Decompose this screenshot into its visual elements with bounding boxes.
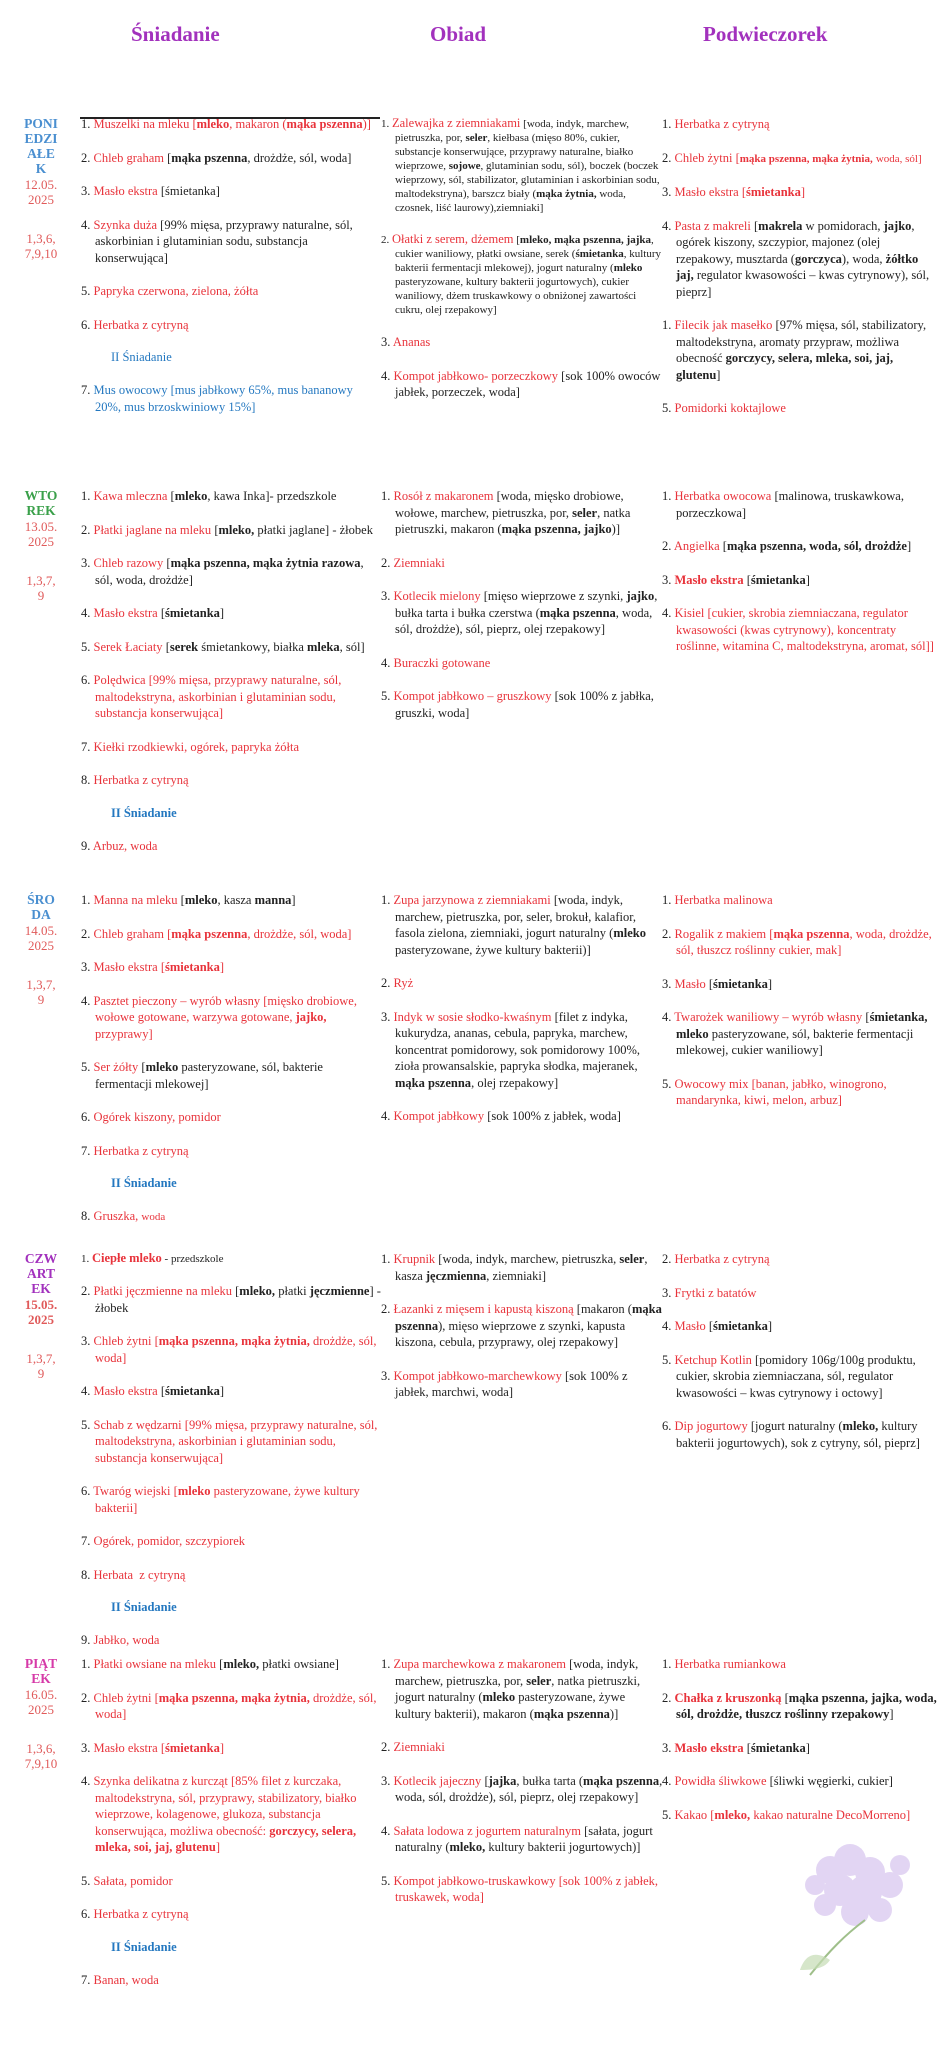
menu-item: 5. Ser żółty [mleko pasteryzowane, sól, bakterie fermentacji mlekowej] [81,1060,323,1091]
menu-item: 5. Schab z wędzarni [99% mięsa, przyprawy naturalne, sól, maltodekstryna, askorbinian i glutaminian sodu, substancja konserwująca] [81,1417,378,1465]
allergen-codes: 1,3,7, 9 [26,977,56,1007]
allergen-codes: 1,3,7, 9 [26,1351,56,1381]
item-number: 2. [381,1740,394,1754]
breakfast-column [81,488,381,871]
item-number: 4. [381,655,394,670]
menu-item: 3. Masło ekstra [śmietanka] [81,1740,225,1755]
item-number: 1. [381,893,394,907]
menu-item: 7. Banan, woda [81,1972,159,1987]
menu-item: 6. Ogórek kiszony, pomidor [81,1110,221,1124]
menu-item: 9. Jabłko, woda [81,1633,160,1647]
menu-item: 6. Herbatka z cytryną [81,1907,189,1921]
day-date: 16.05. 2025 [24,1687,58,1717]
item-number: 4. [662,606,675,620]
item-number: 7. [81,1534,94,1548]
lunch-column [381,892,663,1142]
item-number: 8. [81,773,94,787]
menu-item: 6. Herbatka z cytryną [81,317,189,332]
item-number: 2. [81,1284,94,1298]
menu-item: 3. Masło [śmietanka] [662,976,773,991]
second-breakfast-label: II Śniadanie [111,1176,177,1190]
menu-item: 4. Masło [śmietanka] [662,1319,773,1333]
menu-item: 2. Ryż [381,976,414,990]
menu-item: 5. Sałata, pomidor [81,1873,173,1888]
menu-item: 8. Herbatka z cytryną [81,773,189,787]
day-label [0,488,82,603]
menu-item: 1. Herbatka z cytryną [662,117,770,131]
day-label [0,1251,82,1381]
day-date: 13.05. 2025 [24,519,58,549]
item-number: 1. [662,893,675,907]
menu-item: 3. Kotlecik jajeczny [jajka, bułka tarta (mąka pszenna, woda, sól, drożdże), sól, pieprz, olej rzepakowy] [381,1773,663,1804]
menu-item: 4. Masło ekstra [śmietanka] [81,606,225,620]
menu-item: 4. Szynka delikatna z kurcząt [85% filet z kurczaka, maltodekstryna, sól, przyprawy, stabilizatory, białko wieprzowe, kolagenowe, glukoza, substancja konserwująca, możliwa obecność: gorczycy, selera, mleka, soi, jaj, glutenu] [81,1774,357,1854]
lunch-column [381,488,663,738]
item-number: 5. [81,639,94,654]
lunch-column [381,1656,663,1923]
item-number: 5. [662,1076,675,1091]
menu-item: 2. Chleb graham [mąka pszenna, drożdże, sól, woda] [81,926,352,941]
menu-item: 4. Buraczki gotowane [381,655,491,670]
menu-item: 2. Ziemniaki [381,1740,445,1754]
day-name: WTO REK [24,488,58,518]
menu-item: 5. Pomidorki koktajlowe [662,401,786,415]
item-number: 1. [381,489,394,503]
menu-item: 1. Herbatka owocowa [malinowa, truskawkowa, porzeczkowa] [662,489,904,520]
item-number: 6. [81,1110,94,1124]
item-number: 2. [381,555,394,570]
item-number: 6. [81,1484,94,1498]
menu-item: 4. Kompot jabłkowo- porzeczkowy [sok 100% owoców jabłek, porzeczek, woda] [381,368,661,399]
item-number: 1. [81,893,94,907]
item-number: 2. [381,976,394,990]
item-number: 3. [81,1740,94,1755]
menu-item: 5. Owocowy mix [banan, jabłko, winogrono, mandarynka, kiwi, melon, arbuz] [662,1076,887,1107]
item-number: 2. [662,1252,675,1266]
day-date: 15.05. 2025 [24,1297,58,1327]
menu-item: 8. Gruszka, woda [81,1209,166,1223]
item-number: 4. [381,1823,394,1838]
item-number: 1. [381,1252,394,1266]
item-number: 3. [381,1009,394,1024]
item-number: 2. [662,1690,675,1705]
menu-item: 1. Rosół z makaronem [woda, mięsko drobiowe, wołowe, marchew, pietruszka, por, seler, natka pietruszki, makaron (mąka pszenna, jajko)] [381,489,631,536]
item-number: 3. [381,589,394,603]
day-label [0,116,82,261]
item-number: 4. [662,1010,675,1024]
item-number: 5. [381,1873,394,1888]
item-number: 2. [662,926,675,941]
item-number: 8. [81,1209,94,1223]
item-number: 4. [662,1774,675,1788]
menu-item: 4. Kompot jabłkowy [sok 100% z jabłek, woda] [381,1109,621,1123]
menu-item: 3. Ananas [381,335,431,349]
item-number: 3. [662,1285,675,1300]
allergen-codes: 1,3,6, 7,9,10 [24,1741,58,1771]
item-number: 5. [662,1807,675,1822]
menu-item: 4. Powidła śliwkowe [śliwki węgierki, cukier] [662,1774,893,1788]
menu-item: 4. Twarożek waniliowy – wyrób własny [śmietanka, mleko pasteryzowane, sól, bakterie fermentacji mlekowej, cukier waniliowy] [662,1010,928,1057]
header-snack: Podwieczorek [703,22,828,46]
menu-item: 3. Masło ekstra [śmietanka] [81,960,225,974]
snack-column [662,116,937,434]
menu-item: 3. Masło ekstra [śmietanka] [662,572,810,587]
item-number: 3. [81,184,94,198]
second-breakfast-label: II Śniadanie [111,350,172,364]
item-number: 3. [381,1368,394,1383]
menu-item: 5. Kompot jabłkowo – gruszkowy [sok 100% z jabłka, gruszki, woda] [381,689,654,720]
item-number: 6. [81,317,94,332]
second-breakfast-label: II Śniadanie [111,805,177,820]
item-number: 2. [81,150,94,165]
day-name: PIĄT EK [24,1656,58,1686]
menu-item: 4. Pasztet pieczony – wyrób własny [mięsko drobiowe, wołowe gotowane, warzywa gotowane, jajko, przyprawy] [81,993,357,1041]
menu-item: 7. Mus owocowy [mus jabłkowy 65%, mus bananowy 20%, mus brzoskwiniowy 15%] [81,383,353,414]
menu-item: 4. Kisiel [cukier, skrobia ziemniaczana, regulator kwasowości (kwas cytrynowy), koncentraty roślinne, witamina C, maltodekstryna, aromat, sól]] [662,606,934,653]
item-number: 2. [381,234,392,246]
menu-item: 1. Zupa marchewkowa z makaronem [woda, indyk, marchew, pietruszka, por, seler, natka pietruszki, jogurt naturalny (mleko pasteryzowane, żywe kultury bakterii), makaron (mąka pszenna)] [381,1657,641,1721]
lunch-column [381,116,663,418]
item-number: 9. [81,1633,94,1647]
menu-item: 4. Pasta z makreli [makrela w pomidorach, jajko, ogórek kiszony, szczypior, majonez (olej rzepakowy, musztarda (gorczyca), woda, żółtko jaj, regulator kwasowości – kwas cytrynowy), sól, pieprz] [662,218,930,299]
item-number: 8. [81,1567,94,1582]
menu-item: 2. Ołatki z serem, dżemem [mleko, mąka pszenna, jajka, cukier waniliowy, płatki owsiane, serek (śmietanka, kultury bakterii fermentacji mlekowej), jogurt naturalny (mleko pasteryzowane, kultury bakterii jogurtowych), cukier waniliowy, dżem truskawkowy o obniżonej zawartości cukru, olej rzepakowy] [381,232,661,316]
item-number: 1. [81,1253,92,1265]
menu-item: 4. Masło ekstra [śmietanka] [81,1384,225,1398]
item-number: 4. [81,1774,94,1788]
item-number: 7. [81,1972,94,1987]
menu-item: 3. Chleb żytni [mąka pszenna, mąka żytnia, drożdże, sól, woda] [81,1334,377,1365]
day-label [0,892,82,1007]
menu-item: 7. Kiełki rzodkiewki, ogórek, papryka żółta [81,739,299,754]
menu-item: 6. Twaróg wiejski [mleko pasteryzowane, żywe kultury bakterii] [81,1484,360,1515]
breakfast-column [81,1656,381,2005]
allergen-codes: 1,3,7, 9 [26,573,56,603]
item-number: 1. [381,118,392,130]
menu-item: 2. Płatki jaglane na mleku [mleko, płatki jaglane] - żłobek [81,522,373,537]
allergen-codes: 1,3,6, 7,9,10 [24,231,58,261]
menu-item: 2. Herbatka z cytryną [662,1252,770,1266]
item-number: 4. [81,1384,94,1398]
menu-item: 1. Herbatka malinowa [662,893,773,907]
item-number: 5. [381,689,394,703]
item-number: 1. [381,1657,394,1671]
item-number: 4. [81,217,94,232]
menu-item: 7. Herbatka z cytryną [81,1143,189,1158]
second-breakfast-label: II Śniadanie [111,1939,177,1954]
item-number: 3. [381,335,393,349]
day-name: ŚRO DA [27,892,55,922]
menu-item: 2. Rogalik z makiem [mąka pszenna, woda, drożdże, sól, tłuszcz roślinny cukier, mak] [662,926,932,957]
item-number: 3. [381,1773,394,1788]
menu-item: 5. Kakao [mleko, kakao naturalne DecoMorreno] [662,1807,911,1822]
day-date: 12.05. 2025 [24,177,58,207]
menu-item: 2. Chleb graham [mąka pszenna, drożdże, sól, woda] [81,150,352,165]
menu-item: 1. Herbatka rumiankowa [662,1657,786,1671]
menu-item: 2. Chleb żytni [mąka pszenna, mąka żytnia, drożdże, sól, woda] [81,1690,377,1721]
menu-item: 1. Zupa jarzynowa z ziemniakami [woda, indyk, marchew, pietruszka, por, seler, brokuł, kalafior, fasola zielona, ziemniaki, jogurt naturalny (mleko pasteryzowane, żywe kultury bakterii)] [381,893,646,957]
day-date: 14.05. 2025 [24,923,58,953]
item-number: 3. [81,960,94,974]
item-number: 7. [81,739,94,754]
header-lunch: Obiad [430,22,487,46]
menu-item: 1. Kawa mleczna [mleko, kawa Inka]- przedszkole [81,489,337,503]
item-number: 5. [81,1060,94,1074]
menu-item: 2. Chałka z kruszonką [mąka pszenna, jajka, woda, sól, drożdże, tłuszcz roślinny rzepakowy] [662,1690,937,1721]
menu-item: 1. Krupnik [woda, indyk, marchew, pietruszka, seler, kasza jęczmienna, ziemniaki] [381,1252,648,1283]
lilac-flower-decoration [770,1830,940,1980]
item-number: 2. [662,150,675,165]
item-number: 3. [81,1334,94,1348]
item-number: 2. [662,539,674,553]
menu-item: 5. Serek Łaciaty [serek śmietankowy, białka mleka, sól] [81,639,365,654]
item-number: 1. [662,117,675,131]
item-number: 5. [662,1352,675,1367]
menu-item: 1. Manna na mleku [mleko, kasza manna] [81,893,296,907]
item-number: 2. [381,1302,394,1316]
snack-column [662,892,937,1126]
item-number: 4. [381,368,394,383]
item-number: 4. [662,1319,675,1333]
item-number: 5. [81,1873,94,1888]
item-number: 3. [662,572,675,587]
breakfast-column [81,116,381,432]
item-number: 7. [81,383,94,397]
item-number: 6. [662,1419,675,1433]
menu-item: 2. Płatki jęczmienne na mleku [mleko, płatki jęczmienne] - żłobek [81,1284,381,1315]
item-number: 3. [662,185,675,199]
menu-item: 2. Chleb żytni [mąka pszenna, mąka żytnia, woda, sól] [662,150,922,165]
menu-item: 3. Chleb razowy [mąka pszenna, mąka żytnia razowa, sól, woda, drożdże] [81,556,364,587]
item-number: 1. [662,1657,675,1671]
item-number: 4. [381,1109,394,1123]
second-breakfast-label: II Śniadanie [111,1600,177,1614]
menu-item: 3. Masło ekstra [śmietanka] [662,1740,810,1755]
item-number: 3. [662,1740,675,1755]
menu-item: 4. Szynka duża [99% mięsa, przyprawy naturalne, sól, askorbinian i glutaminian sodu, substancja konserwująca] [81,217,353,265]
breakfast-column [81,1251,381,1666]
menu-item: 1. Ciepłe mleko - przedszkole [81,1251,224,1265]
breakfast-column [81,892,381,1243]
menu-item: 3. Indyk w sosie słodko-kwaśnym [filet z indyka, kukurydza, ananas, cebula, papryka, marchew, koncentrat pomidorowy, sok pomidorowy 100%, zioła prowansalskie, papryka słodka, majeranek, mąka pszenna, olej rzepakowy] [381,1009,640,1090]
item-number: 3. [81,556,94,570]
item-number: 3. [662,976,675,991]
day-name: PONI EDZI AŁE K [24,116,58,176]
item-number: 7. [81,1143,94,1158]
item-number: 5. [81,284,94,298]
menu-item: 7. Ogórek, pomidor, szczypiorek [81,1534,246,1548]
item-number: 1. [81,117,94,131]
item-number: 2. [81,926,94,941]
item-number: 2. [81,1690,94,1705]
lunch-column [381,1251,663,1418]
item-number: 6. [81,673,94,687]
menu-item: 2. Angielka [mąka pszenna, woda, sól, drożdże] [662,539,912,553]
item-number: 1. [662,489,675,503]
item-number: 6. [81,1907,94,1921]
item-number: 5. [662,401,675,415]
menu-item: 2. Łazanki z mięsem i kapustą kiszoną [makaron (mąka pszenna), mięso wieprzowe z szynki, kapusta kiszona, cebula, przyprawy, olej rzepakowy] [381,1302,662,1349]
menu-item: 3. Kompot jabłkowo-marchewkowy [sok 100% z jabłek, marchwi, woda] [381,1368,628,1399]
menu-item: 4. Sałata lodowa z jogurtem naturalnym [sałata, jogurt naturalny (mleko, kultury bakterii jogurtowych)] [381,1823,653,1854]
menu-item: 3. Kotlecik mielony [mięso wieprzowe z szynki, jajko, bułka tarta i bułka czerstwa (mąka pszenna, woda, sól, drożdże), sól, pieprz, olej rzepakowy] [381,589,658,636]
item-number: 1. [81,489,94,503]
menu-item: 1. Muszelki na mleku [mleko, makaron (mąka pszenna)] [81,117,371,131]
snack-column [662,488,937,672]
item-number: 1. [81,1657,94,1671]
menu-item: 5. Ketchup Kotlin [pomidory 106g/100g produktu, cukier, skrobia ziemniaczana, sól, regulator kwasowości – kwas cytrynowy i octowy] [662,1352,916,1400]
menu-item: 1. Filecik jak masełko [97% mięsa, sól, stabilizatory, maltodekstryna, aromaty przypraw, możliwa obecność gorczycy, selera, mleka, soi, jaj, glutenu] [662,318,927,382]
item-number: 4. [662,218,675,233]
menu-item: 5. Kompot jabłkowo-truskawkowy [sok 100% z jabłek, truskawek, woda] [381,1873,659,1904]
snack-column [662,1251,937,1468]
menu-item: 1. Zalewajka z ziemniakami [woda, indyk, marchew, pietruszka, por, seler, kiełbasa (mięso 80%, cukier, substancje konserwujące, przyprawy naturalne, białko wieprzowe, sojowe, glutaminian sodu, sól), boczek (boczek wieprzowy, sól, stabilizator, glutaminian i askorbinian sodu, maltodekstryna), barszcz biały (mąka żytnia, woda, czosnek, liść laurowy),ziemniaki] [381,116,660,214]
menu-item: 3. Masło ekstra [śmietanka] [81,184,220,198]
menu-item: 2. Ziemniaki [381,555,445,570]
item-number: 9. [81,838,93,853]
item-number: 2. [81,522,94,537]
menu-item: 3. Masło ekstra [śmietanka] [662,185,806,199]
day-name: CZW ART EK [24,1251,58,1296]
menu-item: 6. Polędwica [99% mięsa, przyprawy naturalne, sól, maltodekstryna, askorbinian i glutaminian sodu, substancja konserwująca] [81,673,342,720]
menu-item: 6. Dip jogurtowy [jogurt naturalny (mleko, kultury bakterii jogurtowych), sok z cytryny, sól, pieprz] [662,1419,920,1450]
menu-item: 8. Herbata z cytryną [81,1567,186,1582]
menu-item: 3. Frytki z batatów [662,1285,757,1300]
header-breakfast: Śniadanie [131,22,220,46]
item-number: 1. [662,318,675,332]
item-number: 4. [81,993,94,1008]
item-number: 4. [81,606,94,620]
menu-item: 5. Papryka czerwona, zielona, żółta [81,284,259,298]
day-label [0,1656,82,1771]
menu-item: 1. Płatki owsiane na mleku [mleko, płatki owsiane] [81,1657,339,1671]
snack-column [662,1656,937,1840]
menu-item: 9. Arbuz, woda [81,838,158,853]
item-number: 5. [81,1417,94,1432]
